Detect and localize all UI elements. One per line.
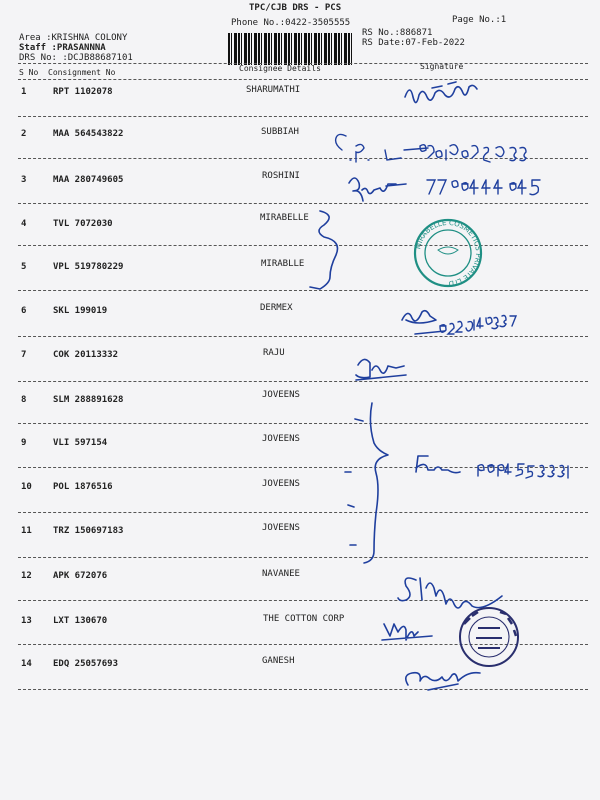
row-sno: 13 (21, 616, 32, 626)
row-consignee: GANESH (262, 656, 295, 666)
signature-row7 (356, 359, 406, 380)
row-consignment: VPL 519780229 (53, 262, 124, 272)
row-consignment: LXT 130670 (53, 616, 108, 626)
row-sno: 14 (21, 659, 32, 669)
row-consignee: JOVEENS (262, 434, 300, 444)
drs-number: DRS No: :DCJB88687101 (19, 53, 133, 63)
row-sno: 2 (21, 129, 27, 139)
row-sno: 10 (21, 482, 32, 492)
handwritten-row6 (440, 316, 516, 335)
row-consignment: COK 20113332 (53, 350, 119, 360)
secondary-stamp (460, 608, 518, 666)
column-header-sno: S No (19, 68, 39, 77)
row-sno: 6 (21, 306, 27, 316)
row-consignment: TRZ 150697183 (53, 526, 124, 536)
row-consignment: MAA 280749605 (53, 175, 124, 185)
row-consignment: VLI 597154 (53, 438, 108, 448)
row-consignee: RAJU (263, 348, 285, 358)
row-sno: 8 (21, 395, 27, 405)
row-consignment: TVL 7072030 (53, 219, 113, 229)
handwritten-row3 (427, 180, 540, 195)
row-consignment: EDQ 25057693 (53, 659, 119, 669)
document-title: TPC/CJB DRS - PCS (249, 3, 342, 13)
row-consignee: SUBBIAH (261, 127, 299, 137)
row-sno: 4 (21, 219, 27, 229)
signature-row13 (382, 624, 432, 640)
row-consignee: ROSHINI (262, 171, 300, 181)
row-consignee: JOVEENS (262, 479, 300, 489)
row-consignee: THE COTTON CORP (263, 614, 345, 624)
row-sno: 7 (21, 350, 27, 360)
row-sno: 12 (21, 571, 32, 581)
row-sno: 9 (21, 438, 27, 448)
row-consignee: DERMEX (260, 303, 293, 313)
row-consignment: SLM 288891628 (53, 395, 124, 405)
row-sno: 5 (21, 262, 27, 272)
row-sno: 11 (21, 526, 32, 536)
row-consignment: APK 672076 (53, 571, 108, 581)
bracket-rows-4-5 (310, 211, 338, 289)
row-consignment: POL 1876516 (53, 482, 113, 492)
row-consignee: JOVEENS (262, 523, 300, 533)
staff-label: Staff :PRASANNNA (19, 43, 106, 53)
page-number: Page No.:1 (452, 15, 507, 25)
row-sno: 3 (21, 175, 27, 185)
rs-number: RS No.:886871 (362, 28, 433, 38)
divider (18, 79, 588, 80)
area-label: Area :KRISHNA COLONY (19, 33, 128, 43)
signature-row6 (402, 311, 445, 334)
column-header-signature: Signature (420, 62, 464, 71)
phone-number: Phone No.:0422-3505555 (231, 18, 351, 28)
column-header-consignment: Consignment No (48, 68, 116, 77)
signature-row10 (416, 456, 460, 473)
signature-row3 (349, 178, 406, 201)
row-consignment: SKL 199019 (53, 306, 108, 316)
signature-row14 (406, 673, 480, 690)
row-consignee: JOVEENS (262, 390, 300, 400)
signature-row1 (405, 82, 477, 103)
row-consignee: NAVANEE (262, 569, 300, 579)
row-consignee: SHARUMATHI (246, 85, 301, 95)
company-stamp (414, 219, 482, 287)
row-sno: 1 (21, 87, 27, 97)
svg-text:MIRABELLE COSMETICS PRIVATE LT: MIRABELLE COSMETICS PRIVATE LTD (414, 218, 483, 288)
barcode (228, 33, 354, 65)
rs-date: RS Date:07-Feb-2022 (362, 38, 465, 48)
bracket-rows-8-11 (345, 403, 388, 563)
row-consignee: MIRABLLE (261, 259, 305, 269)
signature-row12 (398, 578, 502, 608)
row-consignment: RPT 1102078 (53, 87, 113, 97)
row-consignee: MIRABELLE (260, 213, 309, 223)
column-header-consignee: Consignee Details (239, 64, 321, 73)
row-consignment: MAA 564543822 (53, 129, 124, 139)
